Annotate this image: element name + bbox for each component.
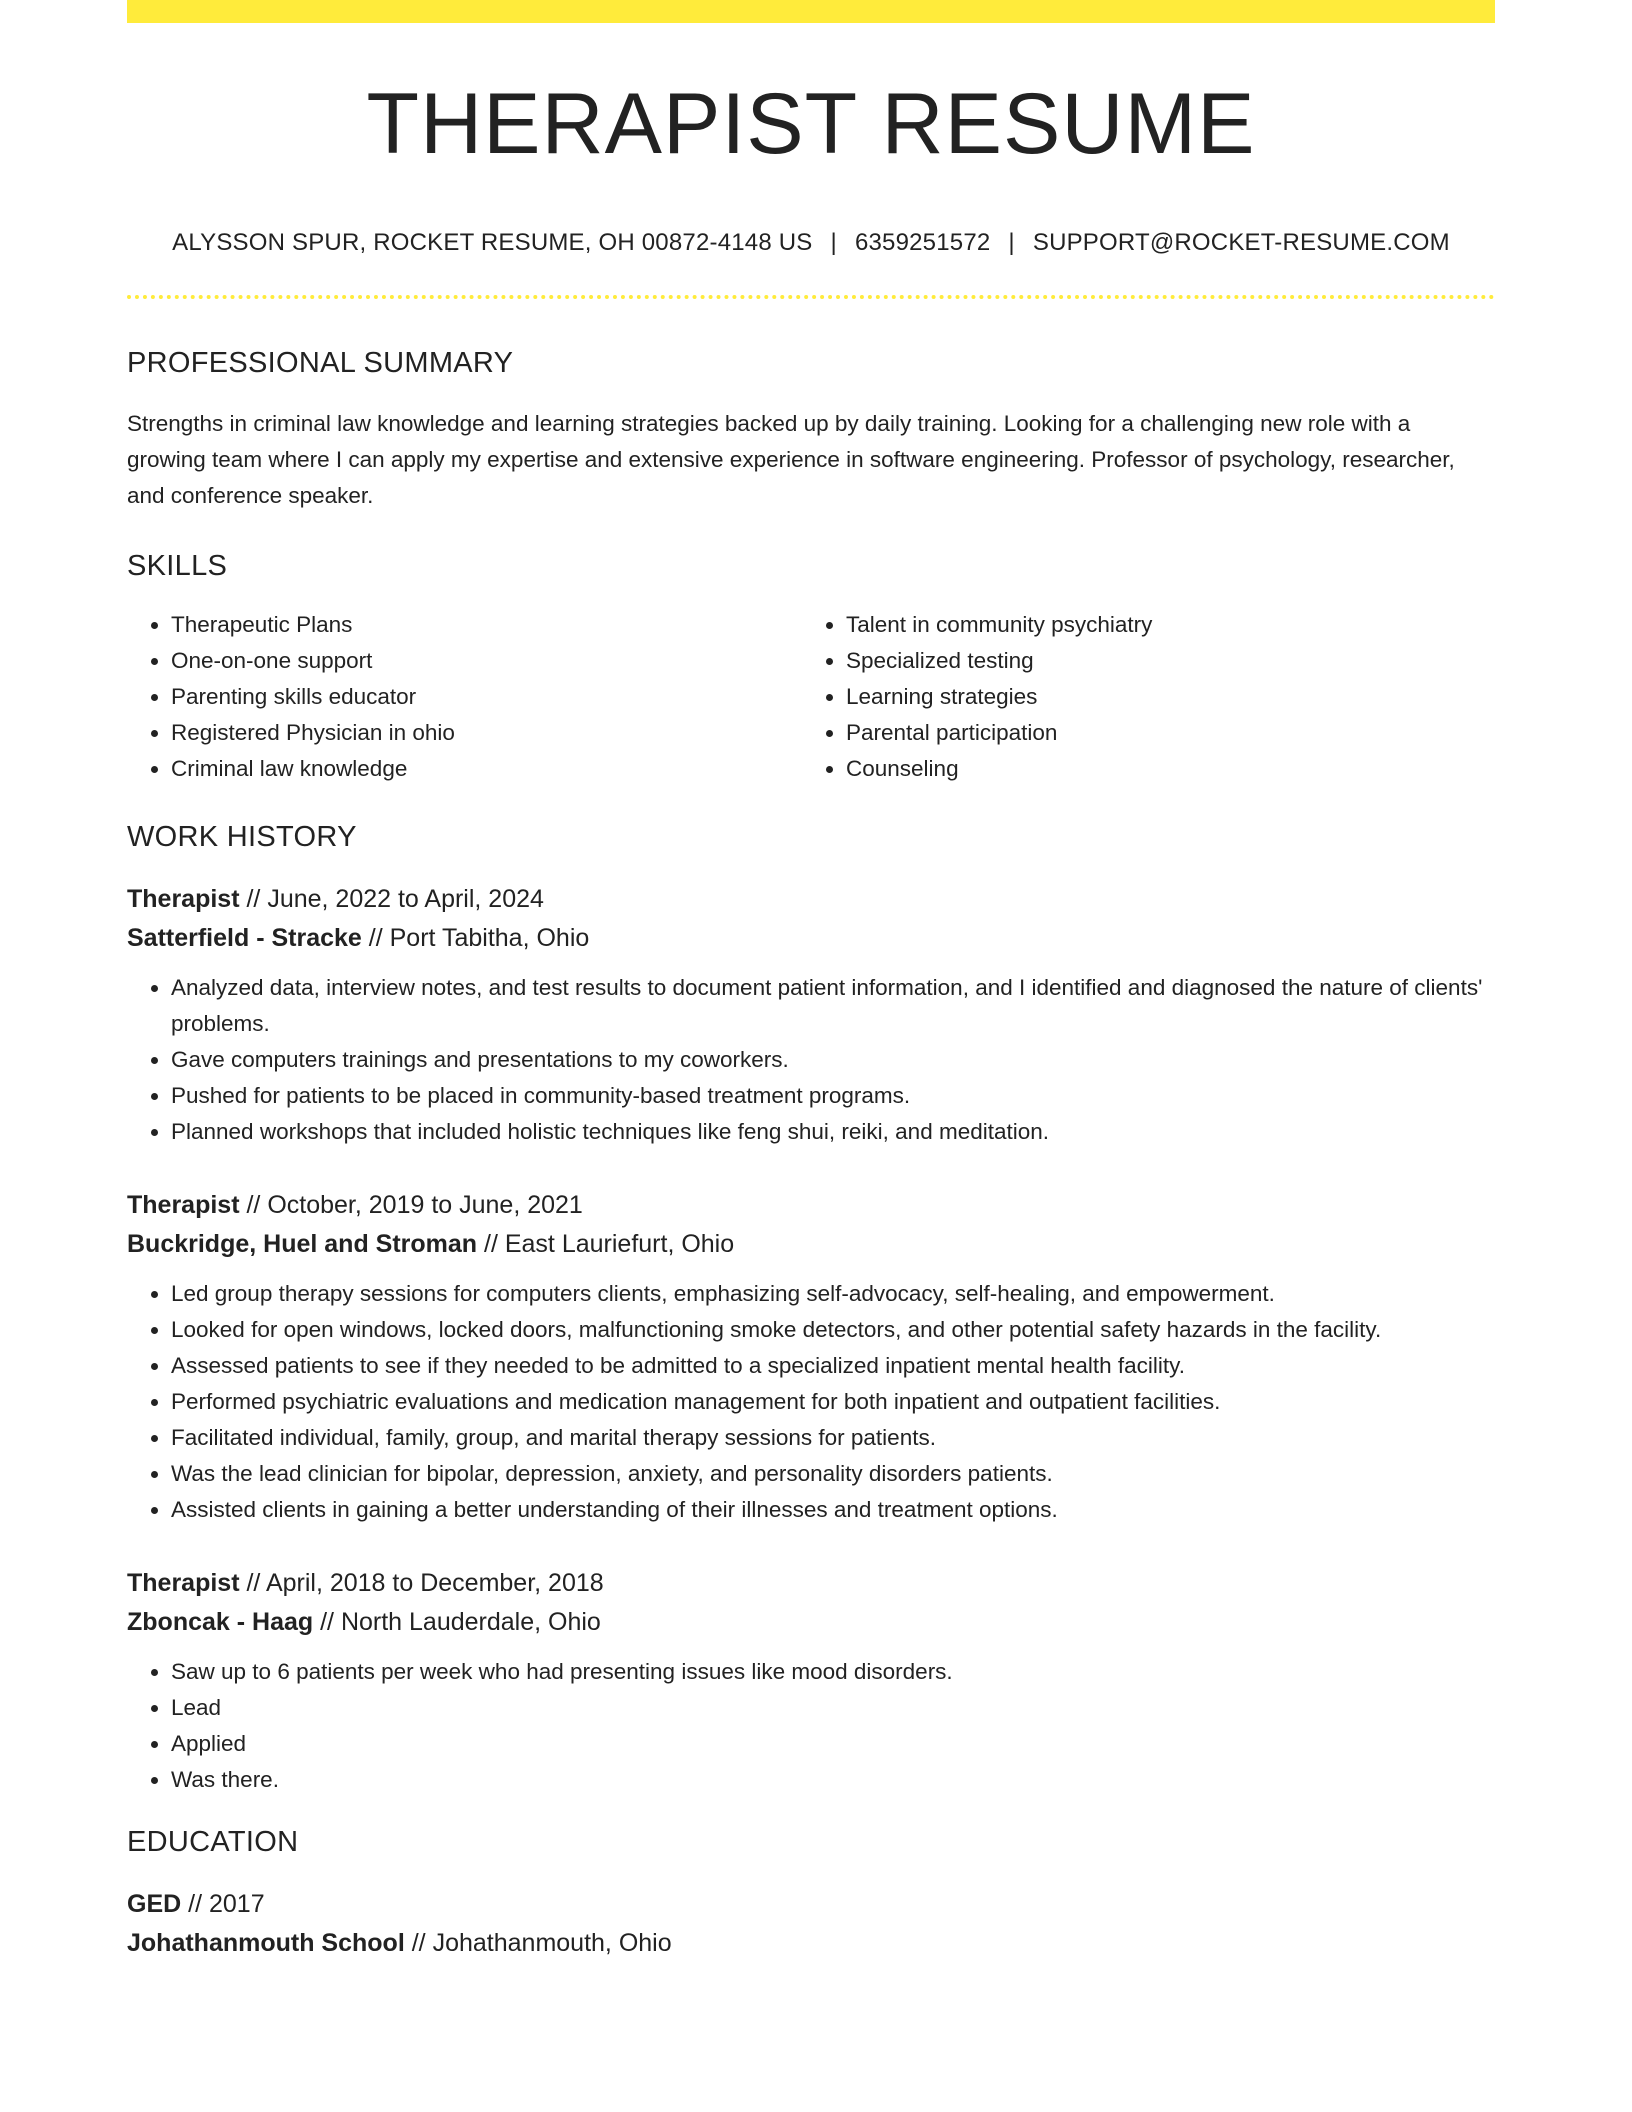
job-company-line [127,1603,1495,1642]
job-bullet: • Assisted clients in gaining a better understanding of their illnesses and treatment options. [171,1492,1511,1528]
job-bullet: • Pushed for patients to be placed in community-based treatment programs. [171,1078,1511,1114]
job-entry [127,1564,1495,1798]
education-degree-line [127,1885,1495,1924]
skill-item: • One-on-one support [171,643,801,679]
job-bullet: • Was the lead clinician for bipolar, depression, anxiety, and personality disorders patients. [171,1456,1511,1492]
skill-item: • Criminal law knowledge [171,751,801,787]
job-bullet: • Applied [171,1726,1511,1762]
job-bullet: • Analyzed data, interview notes, and test results to document patient information, and I identified and diagnosed the nature of clients' problems. [171,970,1511,1042]
contact-email: SUPPORT@ROCKET-RESUME.COM [1032,229,1450,256]
job-bullet: • Was there. [171,1762,1511,1798]
skill-item: • Specialized testing [846,643,1476,679]
job-location: // North Lauderdale, Ohio [320,1608,601,1636]
job-location: // East Lauriefurt, Ohio [484,1230,735,1258]
contact-address: ALYSSON SPUR, ROCKET RESUME, OH 00872-4148 US [172,229,813,256]
education-school: Johathanmouth School [127,1929,405,1957]
contact-phone: 6359251572 [854,229,991,256]
job-dates: // October, 2019 to June, 2021 [246,1191,583,1219]
job-title: Therapist [127,1569,240,1597]
education-year: // 2017 [188,1890,265,1918]
job-bullet: • Facilitated individual, family, group, and marital therapy sessions for patients. [171,1420,1511,1456]
job-title-line [127,880,1495,919]
education-heading: EDUCATION [127,1826,299,1858]
job-bullet: • Assessed patients to see if they needed to be admitted to a specialized inpatient mental health facility. [171,1348,1511,1384]
contact-separator: | [830,229,837,256]
work-history-heading: WORK HISTORY [127,821,357,853]
skills-list-left [127,607,801,787]
job-title: Therapist [127,1191,240,1219]
education-school-line [127,1924,1495,1963]
job-company-line [127,1225,1495,1264]
education-degree: GED [127,1890,182,1918]
job-entry [127,1186,1495,1528]
job-company: Zboncak - Haag [127,1608,314,1636]
contact-line [127,229,1495,257]
job-company-line [127,919,1495,958]
accent-top-bar [127,0,1495,23]
job-bullet: • Led group therapy sessions for computers clients, emphasizing self-advocacy, self-healing, and empowerment. [171,1276,1511,1312]
skill-item: • Learning strategies [846,679,1476,715]
job-entry [127,880,1495,1150]
job-bullet: • Gave computers trainings and presentations to my coworkers. [171,1042,1511,1078]
education-entry [127,1885,1495,1963]
skill-item: • Parental participation [846,715,1476,751]
summary-text: Strengths in criminal law knowledge and learning strategies backed up by daily training. Looking for a challenging new role with a growing team where I can apply my expertise and extensive experience in software engineering. Professor of psychology, researcher, and conference speaker. [127,411,1455,508]
skill-item: • Talent in community psychiatry [846,607,1476,643]
job-bullet: • Looked for open windows, locked doors, malfunctioning smoke detectors, and other potential safety hazards in the facility. [171,1312,1511,1348]
job-title-line [127,1186,1495,1225]
summary-heading: PROFESSIONAL SUMMARY [127,347,514,379]
job-bullet: • Lead [171,1690,1511,1726]
skill-item: • Registered Physician in ohio [171,715,801,751]
job-bullet: • Saw up to 6 patients per week who had presenting issues like mood disorders. [171,1654,1511,1690]
job-bullet: • Performed psychiatric evaluations and medication management for both inpatient and outpatient facilities. [171,1384,1511,1420]
education-location: // Johathanmouth, Ohio [411,1929,672,1957]
dotted-divider [127,295,1495,299]
job-company: Buckridge, Huel and Stroman [127,1230,478,1258]
job-dates: // April, 2018 to December, 2018 [246,1569,604,1597]
skill-item: • Therapeutic Plans [171,607,801,643]
skill-item: • Counseling [846,751,1476,787]
job-bullets [127,1654,1511,1798]
job-title-line [127,1564,1495,1603]
skills-list-right [801,607,1476,787]
skill-item: • Parenting skills educator [171,679,801,715]
resume-page [127,0,1495,1963]
job-company: Satterfield - Stracke [127,924,362,952]
job-bullet: • Planned workshops that included holistic techniques like feng shui, reiki, and meditation. [171,1114,1511,1150]
job-bullets [127,970,1511,1150]
job-location: // Port Tabitha, Ohio [368,924,590,952]
job-bullets [127,1276,1511,1528]
contact-separator: | [1008,229,1015,256]
skills-columns [127,607,1495,787]
job-title: Therapist [127,885,240,913]
resume-title: THERAPIST RESUME [366,76,1256,172]
job-dates: // June, 2022 to April, 2024 [246,885,544,913]
skills-heading: SKILLS [127,550,228,582]
